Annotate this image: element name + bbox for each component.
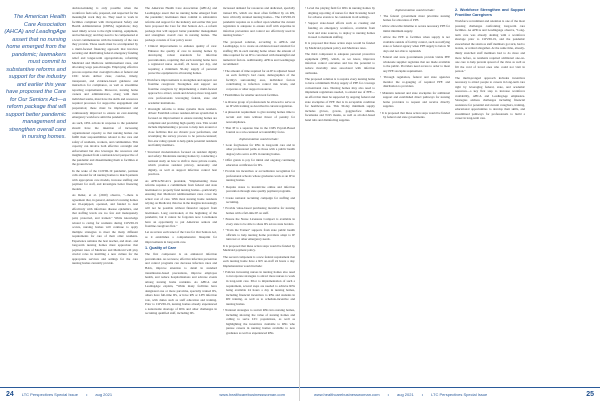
right-column-4 — [528, 6, 596, 386]
paragraph: The multi-pronged approach includes incentives necessary to attract people to careers in long-term care right by leveraging federal, state, and academic resources—a key first step to increase workforce availability, AHCA and LeadingAge emphasize. Strategies address challenges including financial assistance for potential and current caregivers, training, educational opportunities to develop their skills, and streamlined pathways for professionals to build a career in long-term care. — [455, 75, 525, 121]
paragraph: The first component is an enhanced infection preventionist. As we know, effective infection prevention and control programs can decrease infection rates and HAIs, improve attention to detail in standard transmission-based precautions, improve employee health, and reduce hospitalizations and adverse events among nursing home residents. As AHCA and LeadingAge explain, "While many facilities have designated one or more part-time, specialty trained IPs, others have full-time IPs, or have RN or LPN infection role, with duties such as staff education and training. Prior to COVID-19, nursing homes already experienced a nationwide shortage of RNs and other challenges in recruiting qualified staff, including IPs. — [145, 252, 217, 316]
paragraph: As Reher, et al. (2020) observe, "...there is agreement that, in general, America's nursing homes are ill-equipped, operated, and funded to deal effectively with infectious disease epidemics, and that staffing levels are too few and inadequately paid, protected, and trained." While knowledge related to caring for residents during COVID-19 occurs, nursing homes will continue to apply multiple strategies to meet the many different requirements for care of their older residents. Experience remains the best teacher, and short- and long-term nursing homes must appreciate that payment rates of Medicare and Medicaid will play crucial roles in instilling a new culture for the appropriate services and settings for the care nursing homes currently provide. — [72, 193, 138, 266]
right-column-3 — [455, 6, 525, 386]
bullet-item: • Ensure the Nurse Licensure Compact is available in every state to be able to share IPs across state borders. — [223, 217, 295, 226]
paragraph: It is proposed that these action steps would be funded by Medicaid payment policy. — [223, 243, 295, 253]
paragraph: Workforce recruitment and retention is one of the most pressing challenges confronting long-term care facilities. As AHCA and LeadingAge observe, "Long-term care was already dealing with a workforce shortage prior to COVID-19, and the pandemic exacerbated the strain as staff members got sick, had to isolate, or retired altogether. At the same time, already-thinly stretched staff members had to do more and more before, as residents required additional one-on-one care to help prevent spread of the virus as well as fill the void of loved ones who could not visit in person." — [455, 19, 525, 74]
paragraph: The American Health Care Association (AHCA) and LeadingAge assert that no nursing home emerged from the pandemic; lawmakers must commit to substantive reforms and support for the industry and earlier this year have proposed the Care for Our Seniors Act—a reform package that will support better pandemic management and strengthen overall care in nursing homes. The package consists of four policy areas: — [145, 6, 217, 42]
paragraph: The third component is adequate personal protective equipment (PPE), which, as we know, improves infection control outcomes and has the potential to reduce mortality rates associated with infection outbreaks. — [305, 52, 375, 75]
separator: • — [387, 392, 389, 397]
paragraph: The proposed solution, according to AHCA and LeadingAge, is to create an evidence-based standard for staffing IPs in each nursing home where the amount of time required for an IP is correlated with meaningful and numerical factors. Additionally, AHCA and LeadingAge recommend: — [223, 39, 295, 67]
right-column-2 — [380, 6, 450, 386]
bullet-item: • Allow allowable timeline to secure necessary PPE for initial minimum supply. — [380, 24, 450, 33]
page-number: 24 — [6, 391, 14, 398]
bullet-item: • Clinical improvements to enhance quality of care: Enhance the quality of care in nursing homes by developing robust standards for infection preventionists, requiring that each nursing home have a registered nurse on-staff, 24 hours per day, and requiring a minimum 30-day supply of personal protective equipment in all nursing homes. — [145, 44, 217, 76]
bullet-item: • Require states to incentivize online and infection prevention through state quality payment programs. — [223, 184, 295, 194]
bullet-item: • Offer grants to pay for initial and ongoing continuing education certificates for IPs. — [223, 158, 295, 167]
paragraph: The proposed solution is to require every nursing home to have a minimum 30-day supply of PPE for coverage conventional care. Nursing homes may also need to implement regulations needed, to extend use of PPE—an effort that must be supported by ongoing federal and state stockpiles of PPE that is in acceptable condition for healthcare use. This 30-day minimum supply includes gloves, gowns, goggles/face shields, facemasks and N-95 masks, as well as alcohol-based hand rubs and disinfecting supplies. — [305, 76, 375, 122]
right-page — [300, 0, 600, 401]
bullet-item: • A diverse group of professionals be allowed to serve as an IP with training as described in current regulation. — [223, 99, 295, 109]
subheading: Implementation would include: — [395, 7, 435, 12]
issue-date: aug 2021 — [397, 392, 414, 397]
website-link[interactable]: www.healthcarebusinesswoman.com — [219, 392, 285, 397]
website-link[interactable]: www.healthcarebusinesswoman.com — [314, 392, 380, 397]
pull-quote-sidebar: The American Health Care Association (AHCA) and LeadingAge assert that no nursing home emerged from the pandemic; lawmakers must commit to substantive reforms and support for the industry and earlier this year have proposed the Care for Our Seniors Act—a reform package that will support better pandemic management and strengthen overall care in nursing homes. — [4, 14, 66, 140]
bullet-item: • That IP is a separate line in the CMS Payroll-Based Journal as a role-centered accountability focus. — [223, 125, 295, 135]
section-heading: 1. Quality of Care — [145, 246, 177, 251]
bullet-item: • Provide value-based purchasing incentive for nursing homes with a full-time IP on staff. — [223, 206, 295, 215]
separator: • — [421, 392, 424, 397]
bullet-item: • Through regulation, federal and state agencies monitor the re-gauging of required PPE and distribution to providers. — [380, 75, 450, 89]
right-footer — [300, 387, 600, 401]
section-heading: 2. Workforce Strengthen and Support Frontline Caregivers — [455, 8, 525, 17]
left-footer — [0, 387, 299, 401]
paragraph: As such, ONL actions in response to the pandemic should have the intention of increasing organizational capacity so that nursing homes can fulfill their responsibilities related to the care and safety of residents, workers, and communities. This capacity can involve both effective oversight and enforcement but also leverages the resources and insights gleaned from a national-level perspective of the pandemic and disseminating them to facilities at the ground level. — [72, 121, 138, 167]
separator: • — [85, 392, 88, 397]
paragraph: Let us review each tenet of the Care for Our Seniors Act, as it establishes a comprehensive blueprint for improvements in long-term care. — [145, 230, 217, 244]
paragraph: In the wake of the COVID-19 pandemic, partisan calls abound for all nursing homes to match patients with appropriate care models, increase staffing and payment for staff, and investigate better financing models. — [72, 168, 138, 191]
bullet-item: • Provide tax incentives or accreditation recognition for professional schools whose graduates work as an IP in nursing homes. — [223, 169, 295, 183]
left-column-1 — [72, 6, 138, 386]
bullet-item: • Flexibilities for smaller and rural facilities. — [223, 93, 279, 98]
bullet-item: • Loan forgiveness for RNs in long-term care and in other professional paths as those with a public health degree) who serve as IPs in nursing homes. — [223, 142, 295, 156]
paragraph: The second component is a new federal requirement that each nursing home have a RN on-staff 24 hours a day. Implementation would include: — [223, 254, 295, 268]
bullet-item: • Support state-based efforts such as creating and funding an emergency workforce, available from local and state sources, to deploy to nursing homes in need to maintain staffing. — [305, 21, 375, 40]
publication-name: LTC Perspectives Special Issue — [21, 392, 78, 397]
issue-date: aug 2021 — [95, 392, 113, 397]
bullet-item: • Workforce improvements to strengthen and support our frontline caregivers: Strengthen and support our frontline caregivers by implementing a multi-faceted approach to attract, retain and develop more long-term care professionals leveraging federal, state and academic institutions. — [145, 77, 217, 105]
page-number: 25 — [586, 391, 594, 398]
bullet-item: • Federal and state governments provide viable PPE wholesale supplier registries that are made available to the public. Providers need access to order to meet any PPE stockpile requirement. — [380, 55, 450, 73]
bullet-item: • Policies increasing nurses in nursing homes also need to incorporate strategies to attract more nurses to work in long-term care. Prior to implementation of such a requirement, several steps are needed to achieve RNs being available 24 hours a day in nursing homes, including financial incentives to RNs and students in RN training, as well as to schedule-incentive and nursing homes. — [223, 269, 295, 306]
bullet-item: • National strategies to recruit RNs into nursing homes, including showing the value of nursing homes and calling to serve LTC populations, as well as highlighting the incentives available to RNs who pursue careers in nursing homes available to new graduates as well as experienced RNs. — [223, 308, 295, 335]
bullet-item: • Oversight reforms to make systems more resident-driven: Establish a more resident-driven system that is focused on improvement to ensure nursing homes are compliant and providing high quality care. This would include implementing a process to help turn around or close facilities that are chronic poor performers, and revamping the survey process to be person-centered; five-star rating system to help guide potential residents and family members. — [145, 106, 217, 148]
bullet-item: • Level the playing field for RNs in nursing homes by aligning reporting of nurses for their licensing board for adverse events to be consistent in all settings. — [305, 6, 375, 20]
paragraph: decision-making is only possible when the workforce feels safe, prepared, and respected for the meaningful work they do. They need to work in facilities compliant with Occupational Safety and Health Administration (OSHA) regulations; they need timely access to the right training, equipment, and technology; and they need to be compensated at a level commensurate with the intensity of the care they provide. These needs must be accompanied by a multi-faceted financing approach that involves securing and distributing federal emergency funding relief and longer-term appropriations, reforming Medicaid and Medicare reimbursement rates, and allocating wage pass-throughs. Employing effective process requires that oversight bodies at federal and CDC levels deliver clear, concise, timely, transparent, and evidence-based guidance and instruction for compliance, as well as streamline reporting requirements. Moreover, nursing home owners and administrators, along with their individual teams, must have the skills and resources required processes for supportive engagement and preparation; these must be implemented and continuously improved to ensure an ever-learning emergency workforce amid the pandemic. — [72, 6, 138, 120]
left-column-2 — [145, 6, 217, 386]
bullet-item: • Maintain national and state stockpiles for additional support and established direct pathways for nursing home providers to request and receive directly supplies. — [380, 90, 450, 109]
subheading: Implementation would include: — [239, 136, 279, 141]
bullet-item: • It is proposed that these action steps would be funded by federal and state governments. — [380, 110, 450, 120]
left-column-3 — [223, 6, 295, 386]
right-column-1 — [305, 6, 375, 386]
bullet-item: • A phased-in requirement to give nursing homes time to recruit and train without threat of penalty for noncompliance. — [223, 110, 295, 124]
bullet-item: • Allow the PPE to facilities when supply is not available outside of facility control, such as notifying state or federal agency when PPE supply is below 30 days and not able to replenish. — [380, 35, 450, 53]
bullet-item: • The amount of time required for an IP is adjusted based on each facility's bed count, demographics of the facility's surrounding area, individual factors contributing to infection control risk levels, and corporate or other support resources. — [223, 68, 295, 91]
paragraph: increased demand for resources and dedicated, specially trained IPs, which are most often fulfilled by an RN, have critically strained nursing homes... The COVID-19 pandemic requires us to reflect upon whether the current regulation is adequate to ensure staff with expertise in infection prevention and control are effectively used in nursing homes." — [223, 6, 295, 38]
publication-name: LTC Perspectives Special Issue — [431, 392, 488, 397]
paragraph: As AHCA/NCAL's president, "Implementing these reforms requires a commitment from federal and state lawmakers to properly fund nursing homes—particularly ensuring that Medicaid reimbursement rates cover the actual cost of care. With most nursing home residents relying on Medicaid, this rise in the margins increasingly will not be possible without financial support from lawmakers. Long overlooked, at the beginning of the pandemic, but it cannot be forgotten now. Lawmakers have an opportunity to put American seniors and frontline caregivers first." — [145, 178, 217, 229]
paragraph: It is proposed that these action steps would be funded by Medicaid payment policy and Medicare rates. — [305, 41, 375, 50]
bullet-item: • Create national recruiting campaign for staffing and recruiting. — [223, 195, 295, 205]
bullet-item: • "Train the Trainer" supports from state public health officials to help nursing home providers adapt to IP turnover or other emergency needs. — [223, 228, 295, 242]
bullet-item: • The federal government must prioritize nursing homes for allocation of PPE. — [380, 13, 450, 23]
bullet-item: • Structural modernization focused on resident dignity and safety: Modernize nursing homes by conducting a national study on how to shift to more private rooms, which promote resident privacy, autonomy and dignity, as well as support infection control best practices. — [145, 149, 217, 177]
